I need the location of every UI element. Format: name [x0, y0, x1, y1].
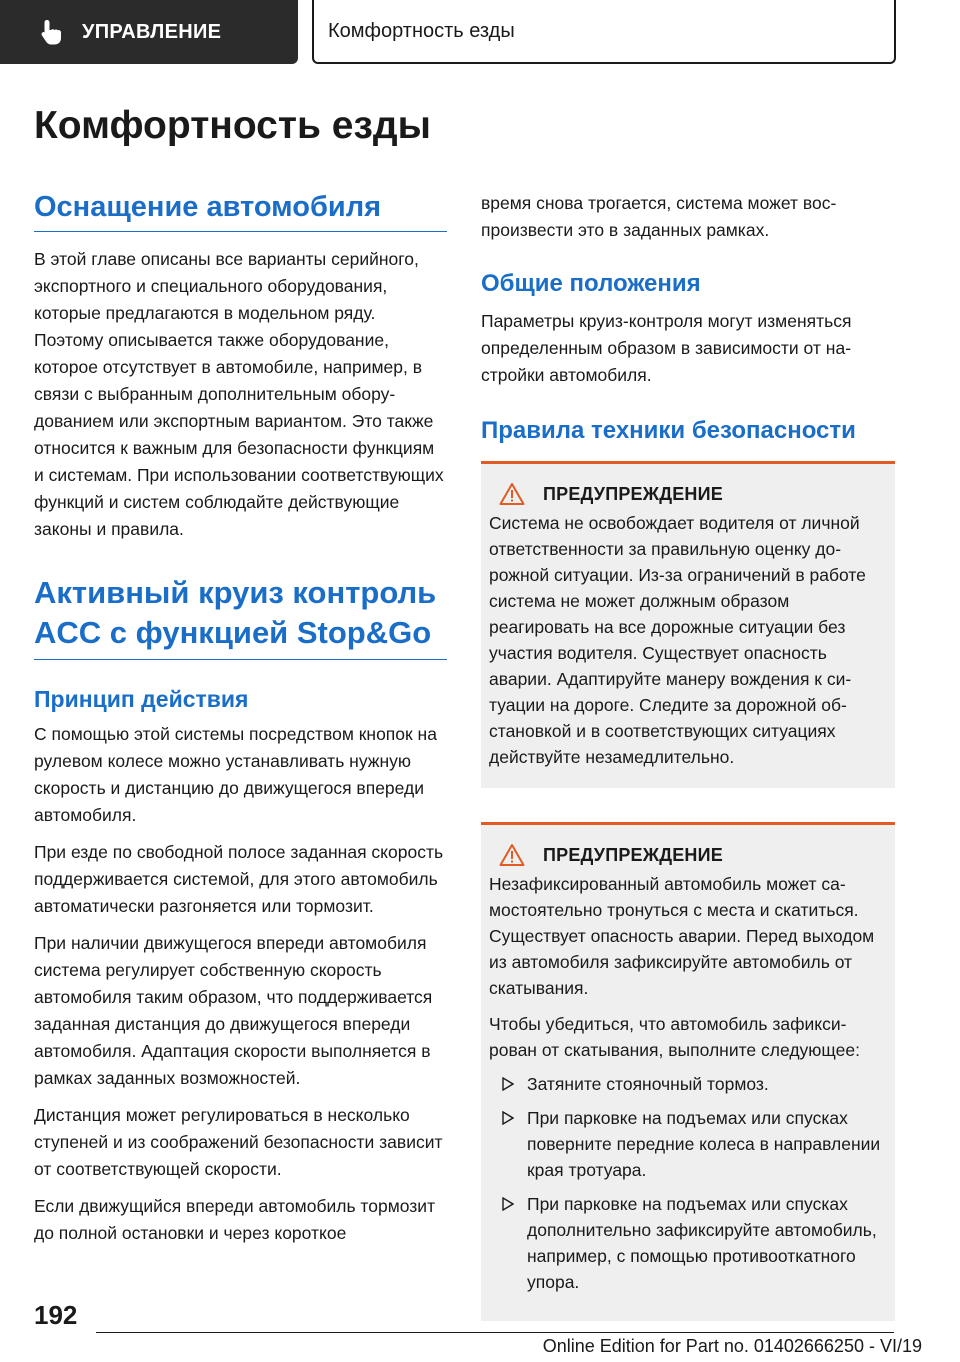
- equipment-section-header: [34, 190, 447, 232]
- principle-paragraph-2: При езде по свободной полосе заданная скорость поддерживается системой, для этого автомобиль автоматически разгоняется или тормозит.: [34, 841, 444, 916]
- step-text: При парковке на подъемах или спусках дополнительно зафиксируйте автомобиль, например, с помощью противооткатного упора.: [527, 1194, 877, 1292]
- page-footer: [0, 1296, 960, 1362]
- chapter-label: УПРАВЛЕНИЕ: [82, 20, 222, 43]
- top-navigation: [0, 0, 960, 66]
- principle-heading: Принцип действия: [34, 685, 249, 712]
- acc-heading: Активный круиз контроль ACC с функцией Stop&Go: [34, 574, 437, 650]
- hand-pointer-icon: [38, 18, 66, 46]
- list-item: [489, 1191, 887, 1295]
- principle-paragraph-1: С помощью этой системы посредством кнопок на рулевом колесе можно устанавливать нужную скорость и дистанцию до движущегося впереди автомобиля.: [34, 723, 437, 825]
- section-label: Комфортность езды: [328, 19, 515, 42]
- warning-text-2: Незафиксированный автомобиль может самостоятельно тронуться с места и скатиться. Существует опасность аварии. Перед выходом из автомобиля зафиксируйте автомобиль от скатывания.: [489, 874, 875, 998]
- footer-divider: [96, 1332, 894, 1333]
- equipment-text: В этой главе описаны все варианты серийного, экспортного и специального оборудования, которые предлагаются в модельном ряду. Поэтому описывается также оборудование, которое отсутствует в автомобиле, например, в связи с выбранным дополнительным оборудованием или экспортным вариантом. Это также относится к важным для безопасности функциям и системам. При использовании соответствующих функций и систем соблюдайте действующие законы и правила.: [34, 248, 444, 539]
- bullet-triangle-icon: [489, 1105, 527, 1183]
- section-tab[interactable]: [312, 0, 896, 64]
- warning-intro-2: Чтобы убедиться, что автомобиль зафиксирован от скатывания, выполните следующее:: [489, 1014, 860, 1060]
- principle-paragraph-5: Если движущийся впереди автомобиль тормозит до полной остановки и через короткое: [34, 1195, 436, 1243]
- warning-header-1: [489, 482, 887, 506]
- right-column: [481, 190, 895, 1321]
- principle-paragraph-3: При наличии движущегося впереди автомобиля система регулирует собственную скорость автомобиля таким образом, что поддерживается заданная дистанция до движущегося впереди автомобиля. Адаптация скорости выполняется в рамках заданных возможностей.: [34, 932, 433, 1088]
- step-text: При парковке на подъемах или спусках поверните передние колеса в направлении края тротуара.: [527, 1108, 881, 1180]
- step-text: Затяните стояночный тормоз.: [527, 1074, 769, 1094]
- warning-text-1: Система не освобождает водителя от личной ответственности за правильную оценку дорожной ситуации. Из-за ограничений в работе система не может должным образом реагировать на все дорожные ситуации без участия водителя. Существует опасность аварии. Адаптируйте манеру вождения к ситуации на дороге. Следите за дорожной обстановкой и в соответствующих ситуациях действуйте незамедлительно.: [489, 513, 866, 767]
- general-heading: Общие положения: [481, 270, 701, 297]
- page-title: Комфортность езды: [34, 104, 431, 147]
- safety-heading: Правила техники безопасности: [481, 417, 856, 444]
- continued-text: время снова трогается, система может воспроизвести это в заданных рамках.: [481, 193, 837, 240]
- acc-section-header: [34, 573, 447, 660]
- warning-title-1: ПРЕДУПРЕЖДЕНИЕ: [543, 483, 723, 504]
- list-item: [489, 1071, 887, 1097]
- warning-header-2: [489, 843, 887, 867]
- warning-box-1: [481, 461, 895, 788]
- warning-triangle-icon: [499, 482, 525, 506]
- warning-title-2: ПРЕДУПРЕЖДЕНИЕ: [543, 844, 723, 865]
- general-text: Параметры круиз-контроля могут изменяться определенным образом в зависимости от настройки автомобиля.: [481, 311, 852, 385]
- page-number: 192: [34, 1300, 78, 1330]
- list-item: [489, 1105, 887, 1183]
- left-column: [34, 190, 447, 1247]
- edition-text: Online Edition for Part no. 01402666250 - VI/19: [542, 1336, 922, 1356]
- warning-box-2: [481, 822, 895, 1321]
- warning-triangle-icon: [499, 843, 525, 867]
- bullet-triangle-icon: [489, 1071, 527, 1097]
- steps-list: [489, 1071, 887, 1295]
- chapter-tab[interactable]: [0, 0, 298, 64]
- principle-paragraph-4: Дистанция может регулироваться в несколько ступеней и из соображений безопасности зависит от соответствующей скорости.: [34, 1104, 443, 1179]
- bullet-triangle-icon: [489, 1191, 527, 1295]
- equipment-heading: Оснащение автомобиля: [34, 191, 382, 223]
